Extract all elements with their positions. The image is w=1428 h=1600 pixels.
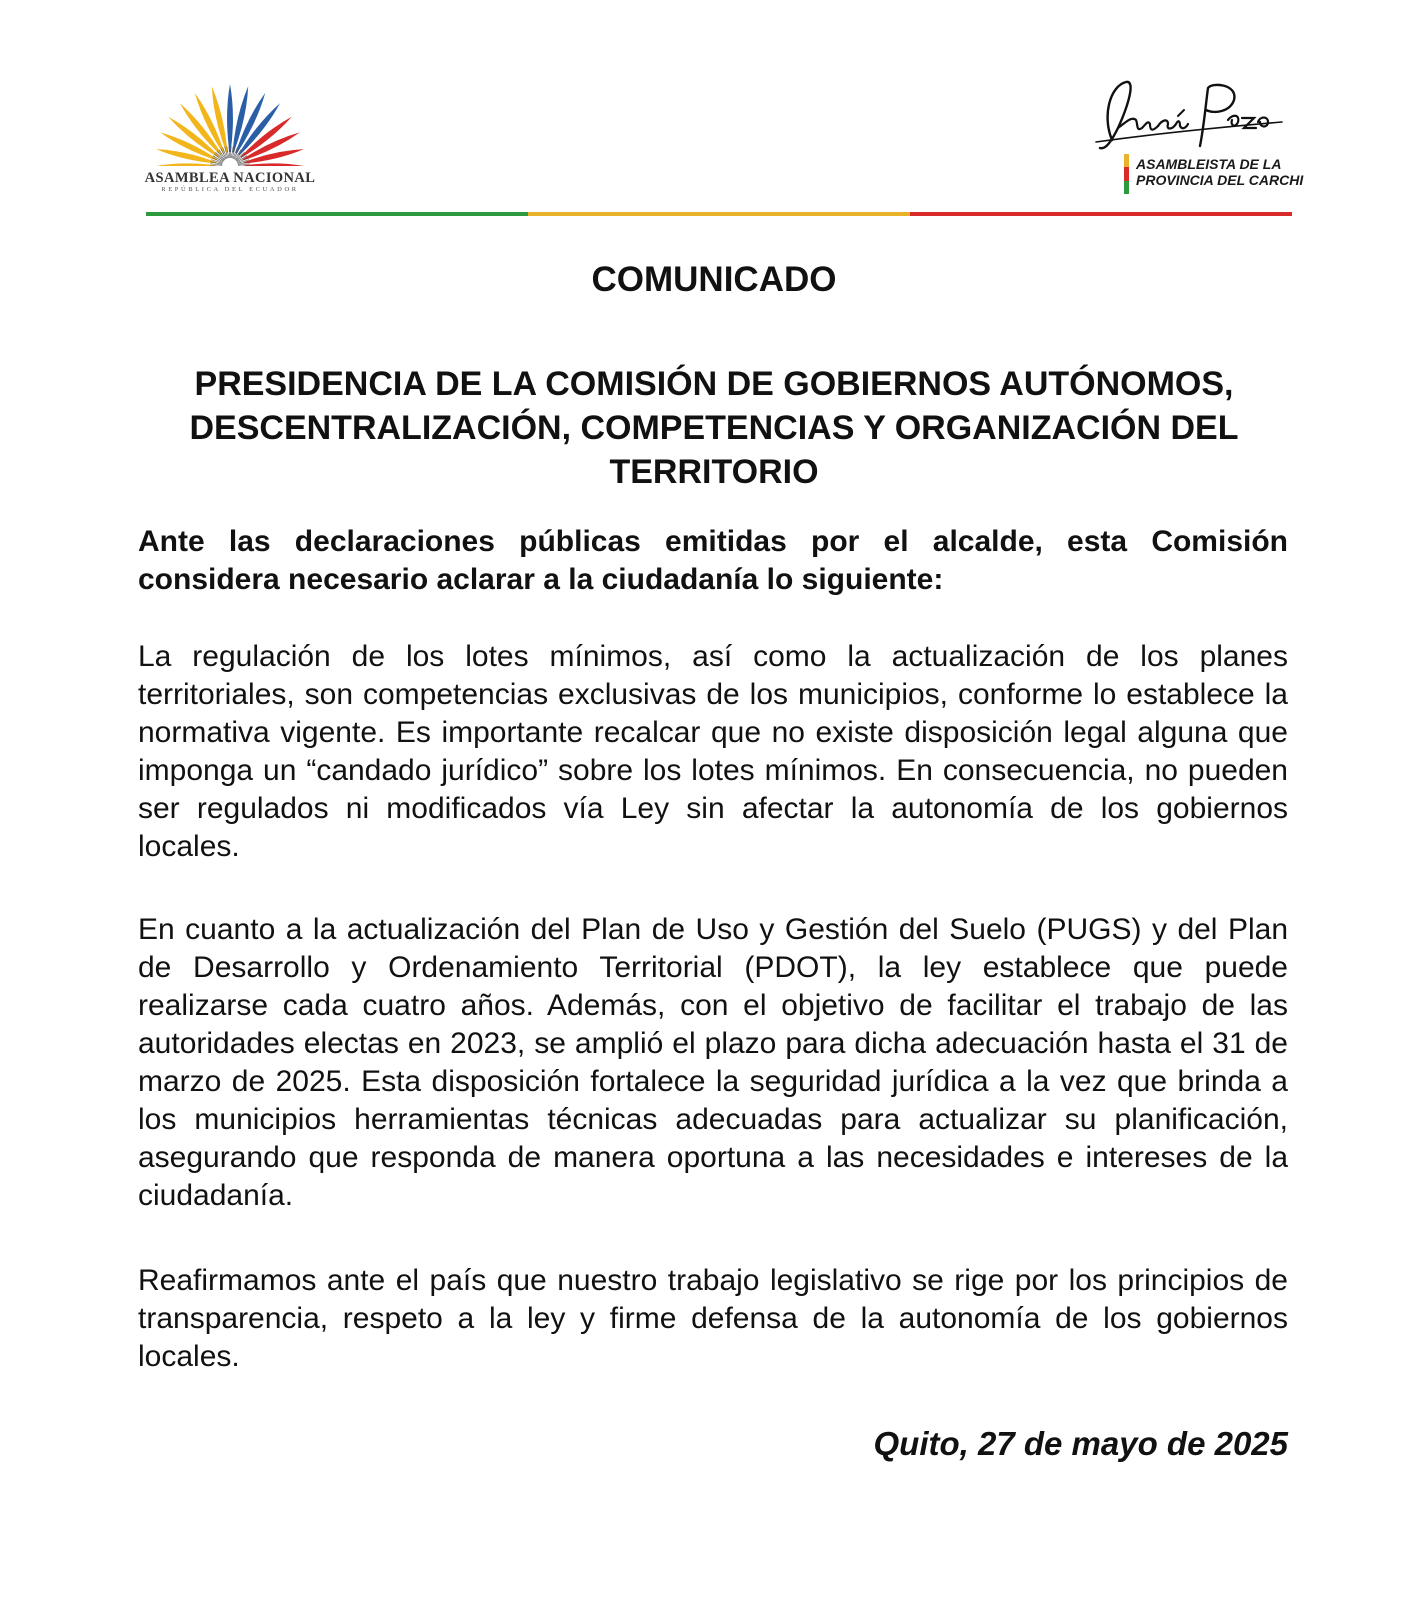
- document-subtitle: [140, 362, 1288, 494]
- sunburst-ray: [227, 84, 233, 152]
- logo-title: ASAMBLEA NACIONAL: [144, 170, 316, 186]
- asamblea-sunburst-icon: [142, 82, 318, 166]
- subtitle-line: PRESIDENCIA DE LA COMISIÓN DE GOBIERNOS AUTÓNOMOS,: [194, 365, 1234, 403]
- divider-yellow: [528, 212, 910, 216]
- subtitle-line: DESCENTRALIZACIÓN, COMPETENCIAS Y ORGANIZACIÓN DEL: [189, 409, 1239, 447]
- body-paragraph: En cuanto a la actualización del Plan de Uso y Gestión del Suelo (PUGS) y del Plan de Desarrollo y Ordenamiento Territorial (PDOT), la ley establece que puede realizarse cada cuatro años. Además, con el objetivo de facilitar el trabajo de las autoridades electas en 2023, se amplió el plazo para dicha adecuación hasta el 31 de marzo de 2025. Esta disposición fortalece la seguridad jurídica a la vez que brinda a los municipios herramientas técnicas adecuadas para actualizar su planificación, asegurando que responda de manera oportuna a las necesidades e intereses de la ciudadanía.: [138, 913, 1288, 1212]
- document-date: Quito, 27 de mayo de 2025: [873, 1425, 1288, 1462]
- body-paragraph: La regulación de los lotes mínimos, así como la actualización de los planes territoriales, son competencias exclusivas de los municipios, conforme lo establece la normativa vigente. Es importante recalcar que no existe disposición legal alguna que imponga un “candado jurídico” sobre los lotes mínimos. En consecuencia, no pueden ser regulados ni modificados vía Ley sin afectar la autonomía de los gobiernos locales.: [138, 640, 1288, 863]
- sunburst-ray: [156, 163, 216, 166]
- assembly-member-logo: [1092, 76, 1304, 200]
- sunburst-ray: [244, 163, 304, 166]
- header-divider: [146, 212, 1292, 216]
- role-line-2: PROVINCIA DEL CARCHI: [1136, 172, 1304, 188]
- document-title: COMUNICADO: [591, 260, 837, 299]
- logo-subtitle: REPÚBLICA DEL ECUADOR: [161, 186, 299, 193]
- flag-bar-icon: [1124, 154, 1129, 194]
- body-paragraph: Reafirmamos ante el país que nuestro trabajo legislativo se rige por los principios de transparencia, respeto a la ley y firme defensa de la autonomía de los gobiernos locales.: [138, 1264, 1288, 1373]
- subtitle-line: TERRITORIO: [609, 453, 819, 491]
- divider-red: [910, 212, 1292, 216]
- role-line-1: ASAMBLEISTA DE LA: [1136, 156, 1282, 172]
- divider-green: [146, 212, 528, 216]
- asamblea-nacional-logo: [140, 82, 320, 194]
- intro-paragraph: Ante las declaraciones públicas emitidas por el alcalde, esta Comisión considera necesario aclarar a la ciudadanía lo siguiente:: [138, 525, 1288, 596]
- signature: [1092, 76, 1292, 162]
- signature-graphic: [1092, 76, 1292, 162]
- assembly-member-role: [1136, 156, 1303, 188]
